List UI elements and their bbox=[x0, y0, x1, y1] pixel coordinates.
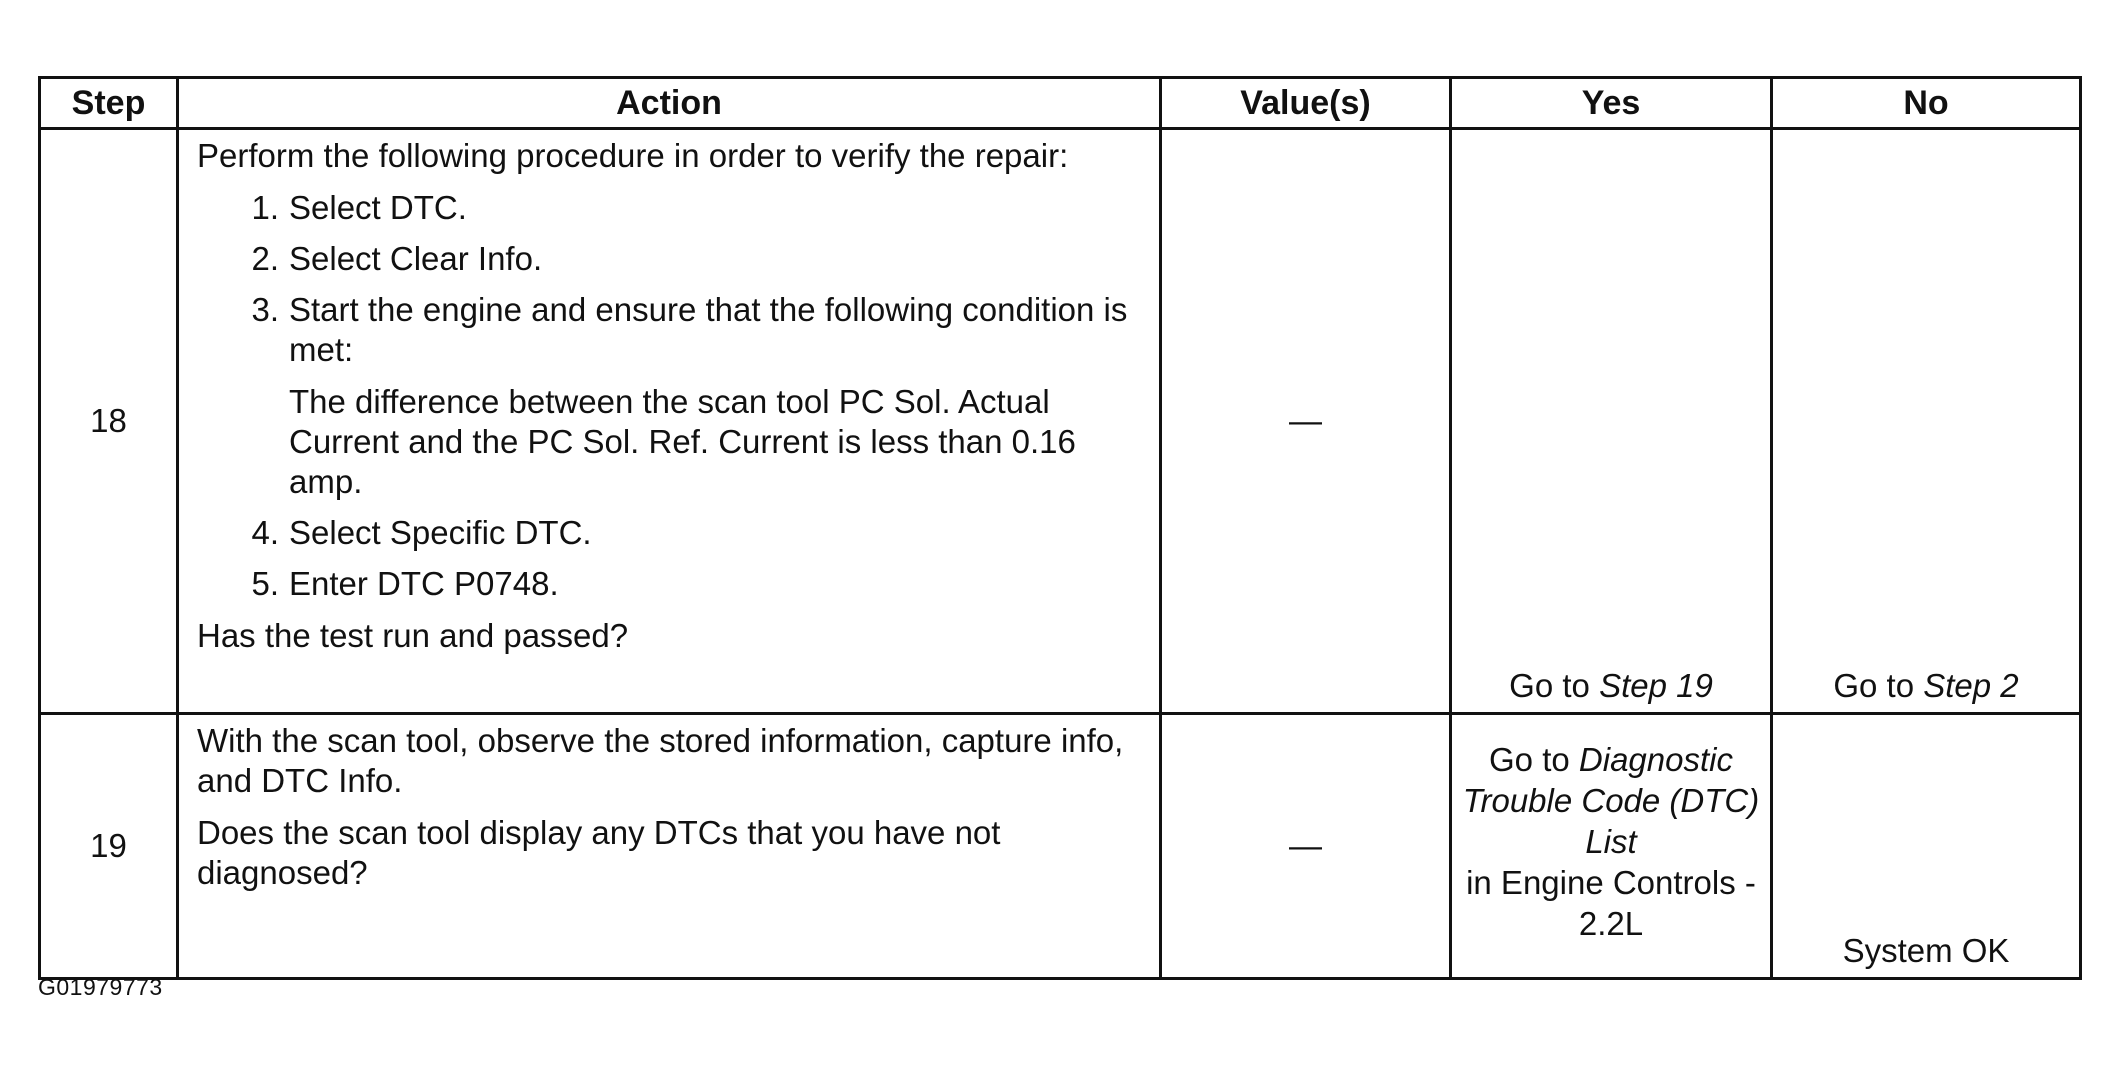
yes-link-text[interactable] bbox=[1452, 739, 1770, 944]
item-number: 4. bbox=[251, 514, 279, 551]
values-cell: — bbox=[1161, 714, 1451, 979]
header-step: Step bbox=[40, 78, 178, 129]
action-cell bbox=[178, 129, 1161, 714]
item-text: Enter DTC P0748. bbox=[289, 565, 559, 602]
action-intro: With the scan tool, observe the stored information, capture info, and DTC Info. bbox=[197, 722, 1124, 799]
values-cell: — bbox=[1161, 129, 1451, 714]
step-number: 18 bbox=[40, 129, 178, 714]
item-text: Select Specific DTC. bbox=[289, 514, 592, 551]
diagnostic-table bbox=[38, 76, 2082, 980]
yes-link-text[interactable] bbox=[1452, 666, 1770, 706]
item-body bbox=[289, 290, 1145, 502]
action-question: Does the scan tool display any DTCs that you have not diagnosed? bbox=[197, 814, 1001, 891]
list-item bbox=[197, 290, 1145, 502]
no-step-link[interactable]: Step 2 bbox=[1923, 667, 2019, 704]
header-yes: Yes bbox=[1451, 78, 1772, 129]
no-result-text: System OK bbox=[1842, 932, 2010, 969]
item-text: Select Clear Info. bbox=[289, 240, 543, 277]
procedure-list bbox=[197, 188, 1145, 604]
list-item bbox=[197, 513, 1145, 553]
action-intro: Perform the following procedure in order to verify the repair: bbox=[197, 137, 1069, 174]
list-item bbox=[197, 188, 1145, 228]
header-row bbox=[40, 78, 2081, 129]
yes-prefix: Go to bbox=[1489, 741, 1579, 778]
item-number: 2. bbox=[251, 240, 279, 277]
yes-dtc-list-link[interactable]: Diagnostic Trouble Code (DTC) List bbox=[1462, 741, 1760, 860]
header-action: Action bbox=[178, 78, 1161, 129]
step-number: 19 bbox=[40, 714, 178, 979]
yes-cell bbox=[1451, 714, 1772, 979]
list-item bbox=[197, 239, 1145, 279]
item-text: Start the engine and ensure that the following condition is met: bbox=[289, 291, 1128, 368]
no-prefix: Go to bbox=[1833, 667, 1924, 704]
action-question: Has the test run and passed? bbox=[197, 617, 629, 654]
header-values: Value(s) bbox=[1161, 78, 1451, 129]
item-note: The difference between the scan tool PC Sol. Actual Current and the PC Sol. Ref. Current is less than 0.16 amp. bbox=[289, 383, 1076, 500]
action-cell bbox=[178, 714, 1161, 979]
no-cell bbox=[1772, 714, 2081, 979]
no-link-text[interactable] bbox=[1773, 666, 2079, 706]
no-cell bbox=[1772, 129, 2081, 714]
item-number: 1. bbox=[251, 189, 279, 226]
yes-step-link[interactable]: Step 19 bbox=[1599, 667, 1713, 704]
yes-prefix: Go to bbox=[1509, 667, 1600, 704]
figure-id: G01979773 bbox=[38, 974, 163, 1000]
header-no: No bbox=[1772, 78, 2081, 129]
item-number: 5. bbox=[251, 565, 279, 602]
yes-cell bbox=[1451, 129, 1772, 714]
item-number: 3. bbox=[251, 291, 279, 328]
table-row-step-19 bbox=[40, 714, 2081, 979]
table-row-step-18 bbox=[40, 129, 2081, 714]
item-text: Select DTC. bbox=[289, 189, 467, 226]
list-item bbox=[197, 564, 1145, 604]
yes-suffix: in Engine Controls - 2.2L bbox=[1466, 864, 1756, 942]
